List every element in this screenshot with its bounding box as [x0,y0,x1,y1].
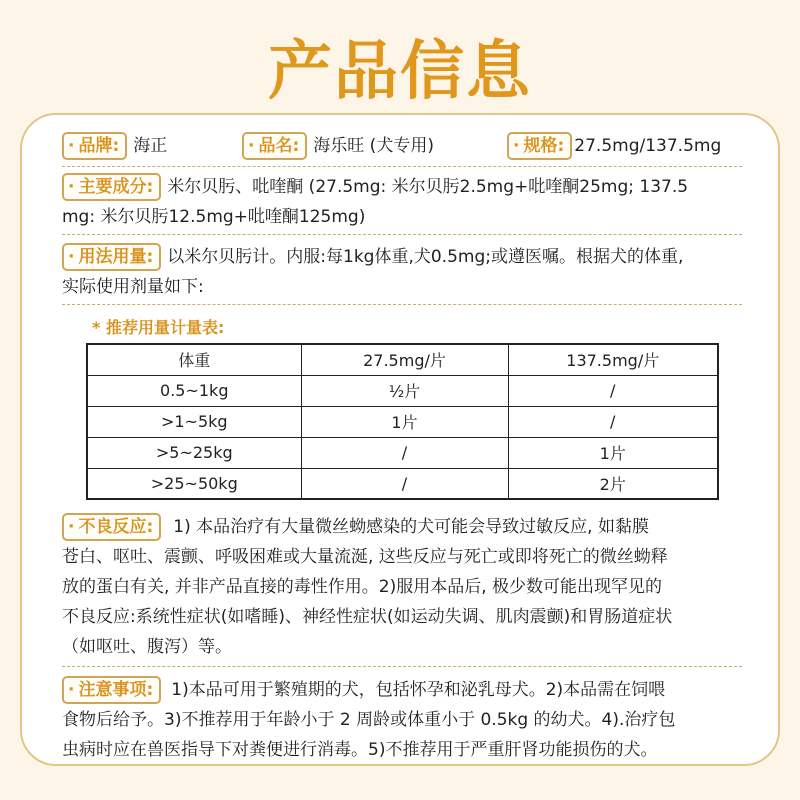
ingredients-line-2: mg: 米尔贝肟12.5mg+吡喹酮125mg) [62,207,366,227]
notes-line-1 [62,675,742,705]
table-cell: >1~5kg [87,406,301,437]
table-row [87,375,718,406]
brand-label: 品牌: [78,135,120,156]
spec-tag: · 规格: [507,132,572,160]
spec-label: 规格: [523,135,565,156]
dosage-table-title: * 推荐用量计量表: [92,318,225,337]
table-cell: 0.5~1kg [87,375,301,406]
adverse-label: 不良反应: [78,517,154,537]
brand-item [62,131,242,161]
product-name-label: 品名: [258,135,300,156]
table-header-cell: 体重 [87,344,301,375]
notes-line-3: 虫病时应在兽医指导下对粪便进行消毒。5)不推荐用于严重肝肾功能损伤的犬。 [62,740,658,760]
usage-text-1: 以米尔贝肟计。内服:每1kg体重,犬0.5mg;或遵医嘱。根据犬的体重, [167,247,684,267]
product-name-tag: · 品名: [242,132,307,160]
table-header-cell: 27.5mg/片 [301,344,508,375]
adverse-line-2: 苍白、呕吐、震颤、呼吸困难或大量流涎, 这些反应与死亡或即将死亡的微丝蚴释 [62,547,668,567]
table-cell: >25~50kg [87,468,301,499]
spec-item [507,131,721,161]
adverse-section [62,512,742,667]
usage-tag: · 用法用量: [62,243,161,271]
product-name-value: 海乐旺 (犬专用) [313,135,434,156]
usage-line-1 [62,242,742,272]
notes-section [62,675,742,765]
usage-line-2: 实际使用剂量如下: [62,277,204,297]
adverse-line-5: （如呕吐、腹泻）等。 [62,637,232,657]
table-cell: >5~25kg [87,437,301,468]
table-cell: / [508,406,718,437]
spec-value: 27.5mg/137.5mg [574,135,722,156]
table-header-row [87,344,718,375]
table-row [87,406,718,437]
adverse-line-4: 不良反应:系统性症状(如嗜睡)、神经性症状(如运动失调、肌肉震颤)和胃肠道症状 [62,607,673,627]
notes-label: 注意事项: [78,680,154,700]
table-cell: 1片 [508,437,718,468]
notes-tag: · 注意事项: [62,676,161,704]
table-cell: ½片 [301,375,508,406]
ingredients-label: 主要成分: [78,177,154,197]
usage-section [62,242,742,305]
table-header-cell: 137.5mg/片 [508,344,718,375]
table-cell: / [508,375,718,406]
table-cell: 2片 [508,468,718,499]
product-name-item [242,131,507,161]
ingredients-tag: · 主要成分: [62,173,161,201]
adverse-line-3: 放的蛋白有关, 并非产品直接的毒性作用。2)服用本品后, 极少数可能出现罕见的 [62,577,663,597]
notes-text-1: 1)本品可用于繁殖期的犬，包括怀孕和泌乳母犬。2)本品需在饲喂 [171,680,666,700]
table-cell: 1片 [301,406,508,437]
table-cell: / [301,468,508,499]
dosage-table [86,343,719,500]
adverse-line-1 [62,512,742,542]
adverse-text-1: 1) 本品治疗有大量微丝蚴感染的犬可能会导致过敏反应, 如黏膜 [173,517,649,537]
table-row [87,468,718,499]
notes-line-2: 食物后给予。3)不推荐用于年龄小于 2 周龄或体重小于 0.5kg 的幼犬。4).治疗包 [62,710,676,730]
table-cell: / [301,437,508,468]
ingredients-text-1: 米尔贝肟、吡喹酮 (27.5mg: 米尔贝肟2.5mg+吡喹酮25mg; 137.5 [167,177,689,197]
brand-value: 海正 [133,135,168,156]
product-info-card [20,113,780,766]
usage-label: 用法用量: [78,247,154,267]
adverse-tag: · 不良反应: [62,513,161,541]
ingredients-section [62,172,742,235]
ingredients-line-1 [62,172,742,202]
table-row [87,437,718,468]
meta-row [62,125,742,167]
brand-tag: · 品牌: [62,132,127,160]
page-title: 产品信息 [268,35,532,109]
